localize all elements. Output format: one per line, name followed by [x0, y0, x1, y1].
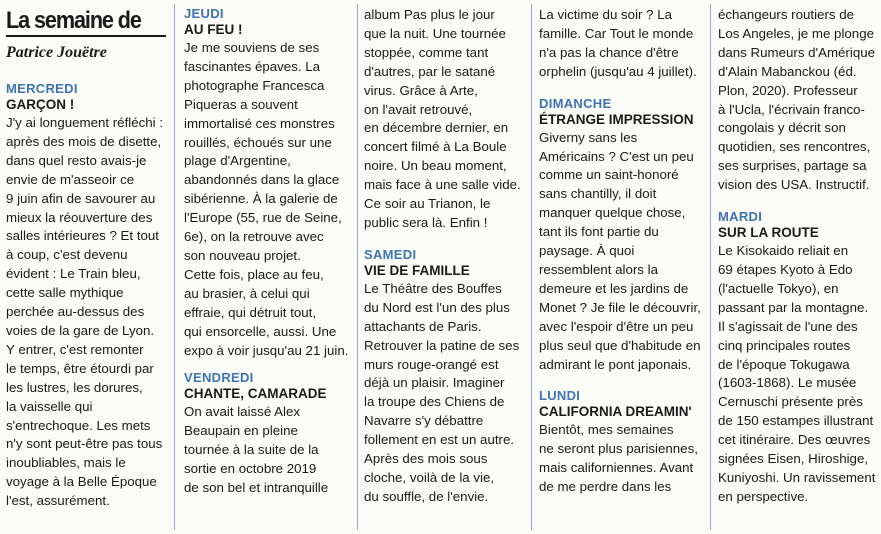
text-line: famille. Car Tout le monde [539, 25, 694, 41]
text-line: immortalisé ces monstres [184, 115, 335, 131]
text-line: Ce soir au Trianon, le [364, 196, 491, 212]
section-gap [184, 360, 354, 370]
text-line: s'entrechoque. Les mets [6, 417, 151, 433]
text-line: Navarre s'y débattre [364, 413, 484, 429]
text-line: de son bel et intranquille [184, 480, 329, 496]
day-label: DIMANCHE [539, 95, 612, 111]
text-line: Cette fois, place au feu, [184, 266, 324, 282]
text-line: concert filmé à La Boule [364, 139, 507, 155]
column-4 [539, 0, 709, 534]
text-line: virus. Grâce à Arte, [364, 82, 478, 98]
section-mardi [718, 209, 878, 507]
text-line: cette salle mythique [6, 285, 124, 301]
text-line: ne seront plus parisiennes, [539, 441, 698, 457]
text-line: évident : Le Train bleu, [6, 266, 141, 282]
text-line: abandonnés dans la glace [184, 172, 340, 188]
text-line: de 150 estampes illustrant [718, 413, 874, 429]
text-line: Il s'agissait de l'une des [718, 318, 858, 334]
column-1 [6, 0, 166, 534]
section-title: VIE DE FAMILLE [364, 262, 470, 278]
text-line: attachants de Paris. [364, 318, 482, 334]
text-line: mais californiennes. Avant [539, 460, 694, 476]
text-line: du souffle, de l'envie. [364, 488, 489, 504]
text-line: album Pas plus le jour [364, 7, 495, 22]
text-line: Giverny sans les [539, 129, 638, 145]
section-body [184, 39, 354, 360]
section-title: CALIFORNIA DREAMIN' [539, 404, 692, 420]
text-line: J'y ai longuement réfléchi : [6, 115, 164, 130]
text-line: n'y sont peut-être pas tous [6, 436, 163, 452]
text-line: effraie, qui détruit tout, [184, 304, 317, 320]
section-title: SUR LA ROUTE [718, 225, 819, 241]
text-line: d'autres, par le satané [364, 63, 496, 79]
text-line: public sera là. Enfin ! [364, 214, 488, 230]
section-body [539, 6, 709, 82]
text-line: en perspective. [718, 488, 809, 504]
section-body [718, 242, 878, 507]
text-line: après des mois de disette, [6, 133, 162, 149]
section-title: CHANTE, CAMARADE [184, 386, 327, 402]
day-label: VENDREDI [184, 370, 254, 386]
text-line: Après des mois sous [364, 451, 488, 467]
text-line: La victime du soir ? La [539, 7, 673, 22]
text-line: demeure et les jardins de [539, 280, 689, 296]
day-label: MARDI [718, 209, 763, 225]
text-line: stoppée, comme tant [364, 44, 489, 60]
text-line: perchée au-dessus des [6, 304, 145, 320]
text-line: sans chantilly, il doit [539, 186, 657, 202]
section-title: AU FEU ! [184, 22, 243, 37]
section-body [539, 129, 709, 375]
text-line: (1603-1868). Le musée [718, 375, 857, 391]
section-gap [364, 233, 530, 247]
text-line: noire. Un beau moment, [364, 158, 507, 174]
text-line: Los Angeles, je me plonge [718, 25, 874, 41]
section-title: ÉTRANGE IMPRESSION [539, 111, 694, 127]
section-lundi-continued [718, 6, 878, 195]
section-body [539, 421, 709, 497]
text-line: plage d'Argentine, [184, 153, 291, 169]
day-label: LUNDI [539, 388, 581, 404]
text-line: quotidien, ses rencontres, [718, 139, 871, 155]
text-line: qui ensorcelle, aussi. Une [184, 323, 337, 339]
text-line: Plon, 2020). Professeur [718, 82, 858, 98]
section-title: GARÇON ! [6, 97, 75, 112]
text-line: que la nuit. Une tournée [364, 25, 506, 41]
section-lundi [539, 388, 709, 497]
text-line: Américains ? C'est un peu [539, 148, 694, 164]
text-line: en décembre dernier, en [364, 120, 509, 136]
text-line: voyage à la Belle Époque [6, 474, 157, 490]
section-vendredi [184, 370, 354, 498]
text-line: l'Europe (55, rue de Seine, [184, 210, 342, 226]
text-line: envie de m'asseoir ce [6, 171, 135, 187]
day-label: JEUDI [184, 6, 224, 21]
text-line: ressemblent alors la [539, 261, 658, 277]
text-line: photographe Francesca [184, 77, 325, 93]
text-line: mieux la réouverture des [6, 209, 153, 225]
section-body [364, 280, 530, 507]
section-samedi [364, 247, 530, 507]
text-line: (l'actuelle Tokyo), en [718, 280, 839, 296]
text-line: à coup, c'est devenu [6, 247, 128, 263]
text-line: la vaisselle qui [6, 398, 93, 414]
text-line: Monet ? Je file le découvrir, [539, 299, 701, 315]
section-body [364, 6, 530, 233]
text-line: n'a pas la chance d'être [539, 44, 679, 60]
column-2 [184, 0, 354, 534]
text-line: à l'Ucla, l'écrivain franco- [718, 101, 865, 117]
text-line: Bientôt, mes semaines [539, 422, 674, 438]
masthead-rule [6, 35, 166, 37]
day-label: SAMEDI [364, 246, 417, 262]
text-line: plus seul que d'habitude en [539, 337, 701, 353]
column-divider [531, 4, 532, 530]
text-line: déjà un plaisir. Imaginer [364, 375, 505, 391]
section-dimanche [539, 96, 709, 375]
text-line: Le Théâtre des Bouffes [364, 280, 502, 296]
text-line: au brasier, à celui qui [184, 285, 310, 301]
text-line: Le Kisokaido reliait en [718, 243, 849, 259]
section-jeudi [184, 6, 354, 360]
text-line: signées Eisen, Hiroshige, [718, 451, 869, 467]
text-line: d'Alain Mabanckou (éd. [718, 63, 857, 79]
text-line: cloche, voilà de la vie, [364, 469, 495, 485]
section-samedi-continued [539, 6, 709, 82]
text-line: orphelin (jusqu'au 4 juillet). [539, 63, 697, 79]
text-line: Kuniyoshi. Un ravissement [718, 469, 876, 485]
text-line: de me perdre dans les [539, 479, 672, 495]
text-line: son nouveau projet. [184, 247, 301, 263]
section-gap [539, 374, 709, 388]
masthead-title: La semaine de [6, 7, 141, 34]
text-line: Cernuschi présente près [718, 394, 863, 410]
text-line: la troupe des Chiens de [364, 394, 505, 410]
section-body [6, 114, 166, 511]
section-body [718, 6, 878, 195]
text-line: admirant le pont japonais. [539, 356, 692, 372]
text-line: tournée à la suite de la [184, 442, 319, 458]
column-divider [710, 4, 711, 530]
text-line: Retrouver la patine de ses [364, 337, 520, 353]
author-name: Patrice Jouëtre [6, 44, 107, 61]
text-line: sibérienne. À la galerie de [184, 191, 338, 207]
column-5 [718, 0, 878, 534]
text-line: l'est, assurément. [6, 493, 110, 509]
text-line: avec l'espoir d'être un peu [539, 318, 694, 334]
text-line: rouillés, échoués sur une [184, 134, 332, 150]
text-line: murs rouge-orangé est [364, 356, 499, 372]
text-line: Y entrer, c'est remonter [6, 341, 144, 357]
text-line: expo à voir jusqu'au 21 juin. [184, 342, 349, 358]
column-divider [357, 4, 358, 530]
text-line: follement en est un autre. [364, 432, 515, 448]
text-line: les lustres, les dorures, [6, 379, 143, 395]
column-divider [174, 4, 175, 530]
text-line: cinq principales routes [718, 337, 851, 353]
text-line: échangeurs routiers de [718, 7, 855, 22]
text-line: Je me souviens de ses [184, 40, 320, 55]
section-gap [539, 82, 709, 96]
text-line: de l'époque Tokugawa [718, 356, 850, 372]
day-label: MERCREDI [6, 81, 78, 96]
section-mercredi [6, 81, 166, 511]
text-line: paysage. À quoi [539, 243, 635, 259]
text-line: voies de la gare de Lyon. [6, 322, 155, 338]
text-line: passant par la montagne. [718, 299, 869, 315]
text-line: le temps, être étourdi par [6, 360, 154, 376]
text-line: 9 juin afin de savourer au [6, 190, 156, 206]
text-line: dans Rumeurs d'Amérique [718, 44, 876, 60]
text-line: du Nord est l'un des plus [364, 299, 510, 315]
text-line: comme un saint-honoré [539, 167, 679, 183]
text-line: manquer quelque chose, [539, 205, 686, 221]
text-line: cet itinéraire. Des œuvres [718, 432, 871, 448]
section-body [184, 403, 354, 498]
column-3 [364, 0, 530, 534]
text-line: tant ils font partie du [539, 224, 659, 240]
text-line: 69 étapes Kyoto à Edo [718, 261, 853, 277]
text-line: inoubliables, mais le [6, 455, 126, 471]
text-line: fascinantes épaves. La [184, 58, 321, 74]
text-line: mais face à une salle vide. [364, 177, 521, 193]
text-line: dans quel resto avais-je [6, 152, 147, 168]
text-line: Beaupain en pleine [184, 423, 298, 439]
text-line: on l'avait retrouvé, [364, 101, 473, 117]
section-vendredi-continued [364, 6, 530, 233]
text-line: sortie en octobre 2019 [184, 461, 317, 477]
text-line: salles intérieures ? Et tout [6, 228, 159, 244]
section-gap [718, 195, 878, 209]
text-line: Piqueras a souvent [184, 96, 298, 112]
text-line: ses surprises, partage sa [718, 158, 867, 174]
text-line: On avait laissé Alex [184, 404, 301, 420]
text-line: vision des USA. Instructif. [718, 177, 870, 193]
text-line: 6e), on la retrouve avec [184, 229, 324, 245]
text-line: congolais y décrit son [718, 120, 846, 136]
